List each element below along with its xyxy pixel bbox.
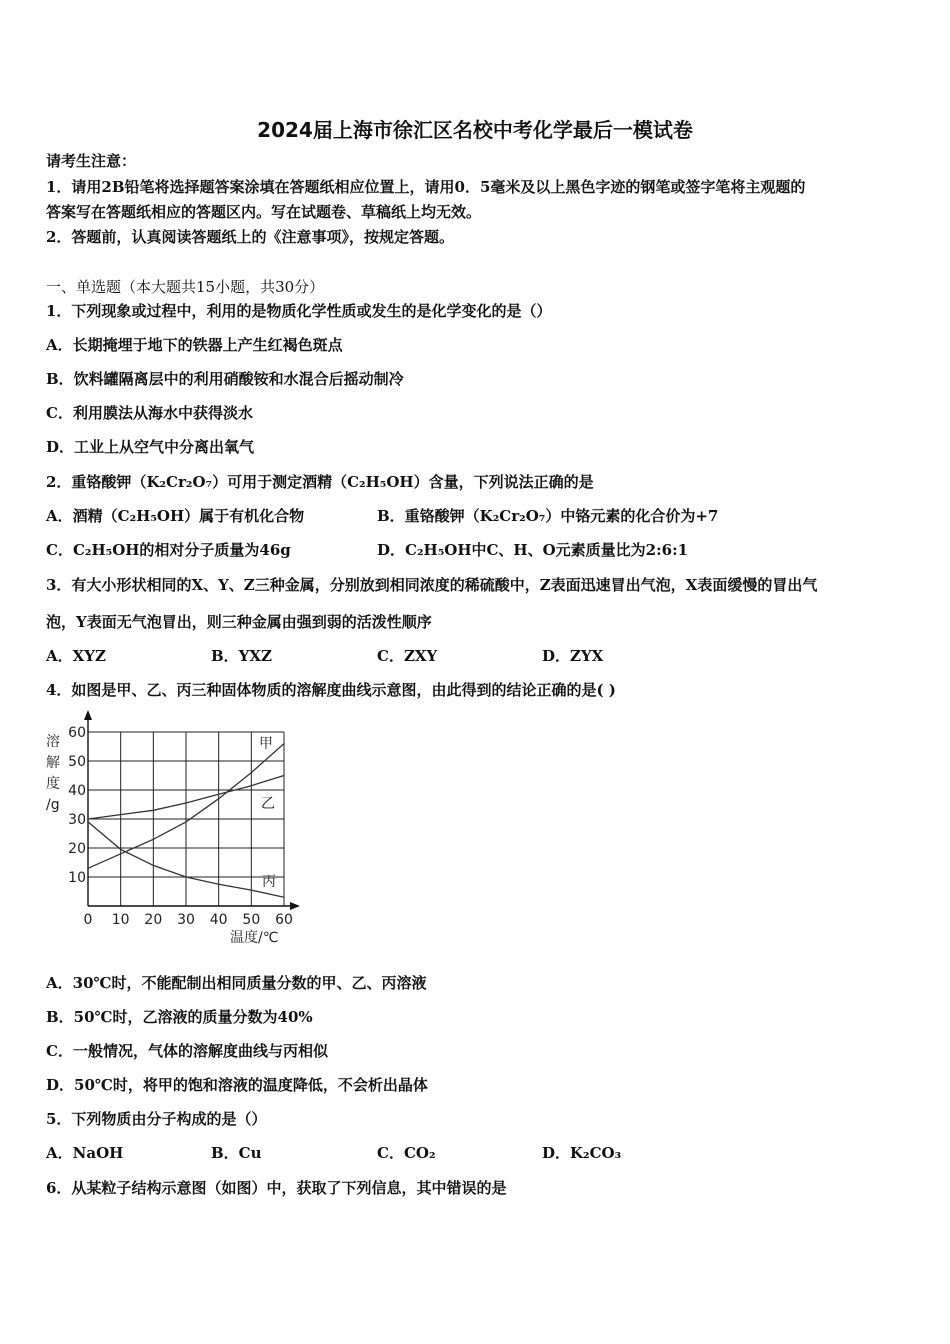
q3-option-a: A．XYZ — [46, 647, 106, 665]
notice-item-1-cont: 答案写在答题纸相应的答题区内。写在试题卷、草稿纸上均无效。 — [46, 203, 482, 221]
section-heading: 一、单选题（本大题共15小题，共30分） — [46, 278, 325, 296]
notice-item-2: 2．答题前，认真阅读答题纸上的《注意事项》，按规定答题。 — [46, 228, 454, 246]
q4-option-c: C．一般情况，气体的溶解度曲线与丙相似 — [46, 1042, 328, 1060]
q4-option-b: B．50℃时，乙溶液的质量分数为40% — [46, 1008, 313, 1026]
y-axis-label-part: /g — [46, 797, 60, 813]
q1-stem: 1．下列现象或过程中，利用的是物质化学性质或发生的是化学变化的是（） — [46, 302, 552, 320]
y-axis-label-part: 溶 — [46, 734, 60, 750]
q3-option-d: D．ZYX — [542, 647, 604, 665]
q3-option-b: B．YXZ — [211, 647, 272, 665]
q4-option-a: A．30℃时，不能配制出相同质量分数的甲、乙、丙溶液 — [46, 974, 427, 992]
y-tick-label: 10 — [68, 870, 86, 886]
x-tick-label: 20 — [144, 912, 163, 928]
q5-option-d: D．K₂CO₃ — [542, 1144, 622, 1162]
y-axis-label-part: 度 — [46, 776, 60, 792]
q5-option-c: C．CO₂ — [377, 1144, 436, 1162]
q3-stem-line2: 泡，Y表面无气泡冒出，则三种金属由强到弱的活泼性顺序 — [46, 613, 432, 631]
x-tick-label: 50 — [242, 912, 261, 928]
series-label-3: 丙 — [262, 874, 276, 890]
x-axis-arrow — [290, 902, 300, 910]
q2-option-c: C．C₂H₅OH的相对分子质量为46g — [46, 541, 291, 559]
y-axis-label-part: 解 — [46, 755, 60, 771]
x-axis-label: 温度/℃ — [230, 930, 279, 946]
q1-option-d: D．工业上从空气中分离出氧气 — [46, 438, 255, 456]
q4-option-d: D．50℃时，将甲的饱和溶液的温度降低，不会析出晶体 — [46, 1076, 428, 1094]
q5-option-b: B．Cu — [211, 1144, 262, 1162]
q5-stem: 5．下列物质由分子构成的是（） — [46, 1110, 267, 1128]
notice-item-1: 1．请用2B铅笔将选择题答案涂填在答题纸相应位置上，请用0．5毫米及以上黑色字迹的钢笔或签字笔将主观题的 — [46, 178, 806, 196]
q2-option-a: A．酒精（C₂H₅OH）属于有机化合物 — [46, 507, 305, 525]
y-tick-label: 20 — [68, 841, 86, 857]
q3-stem-line1: 3．有大小形状相同的X、Y、Z三种金属，分别放到相同浓度的稀硫酸中，Z表面迅速冒出气泡，X表面缓慢的冒出气 — [46, 576, 818, 594]
q1-option-b: B．饮料罐隔离层中的利用硝酸铵和水混合后摇动制冷 — [46, 370, 404, 388]
solubility-chart — [40, 708, 310, 948]
x-tick-label: 60 — [275, 912, 293, 928]
series-label-1: 甲 — [259, 736, 273, 752]
q6-stem: 6．从某粒子结构示意图（如图）中，获取了下列信息，其中错误的是 — [46, 1179, 507, 1197]
y-tick-label: 30 — [68, 812, 86, 828]
y-tick-label: 60 — [68, 725, 86, 741]
series-label-2: 乙 — [261, 796, 275, 812]
q2-option-d: D．C₂H₅OH中C、H、O元素质量比为2:6:1 — [377, 541, 689, 559]
q2-stem: 2．重铬酸钾（K₂Cr₂O₇）可用于测定酒精（C₂H₅OH）含量，下列说法正确的是 — [46, 473, 594, 491]
x-tick-label: 40 — [209, 912, 228, 928]
q2-option-b: B．重铬酸钾（K₂Cr₂O₇）中铬元素的化合价为+7 — [377, 507, 719, 525]
x-tick-label: 30 — [177, 912, 195, 928]
y-tick-label: 50 — [68, 754, 86, 770]
x-tick-label: 0 — [83, 912, 93, 928]
x-tick-label: 10 — [111, 912, 130, 928]
q3-option-c: C．ZXY — [377, 647, 438, 665]
y-axis-arrow — [84, 710, 92, 720]
q4-stem: 4．如图是甲、乙、丙三种固体物质的溶解度曲线示意图，由此得到的结论正确的是( ) — [46, 681, 616, 699]
page-title: 2024届上海市徐汇区名校中考化学最后一模试卷 — [257, 118, 693, 142]
y-tick-label: 40 — [68, 783, 86, 799]
q1-option-c: C．利用膜法从海水中获得淡水 — [46, 404, 253, 422]
q1-option-a: A．长期掩埋于地下的铁器上产生红褐色斑点 — [46, 336, 343, 354]
notice-heading: 请考生注意： — [46, 152, 137, 170]
q5-option-a: A．NaOH — [46, 1144, 124, 1162]
